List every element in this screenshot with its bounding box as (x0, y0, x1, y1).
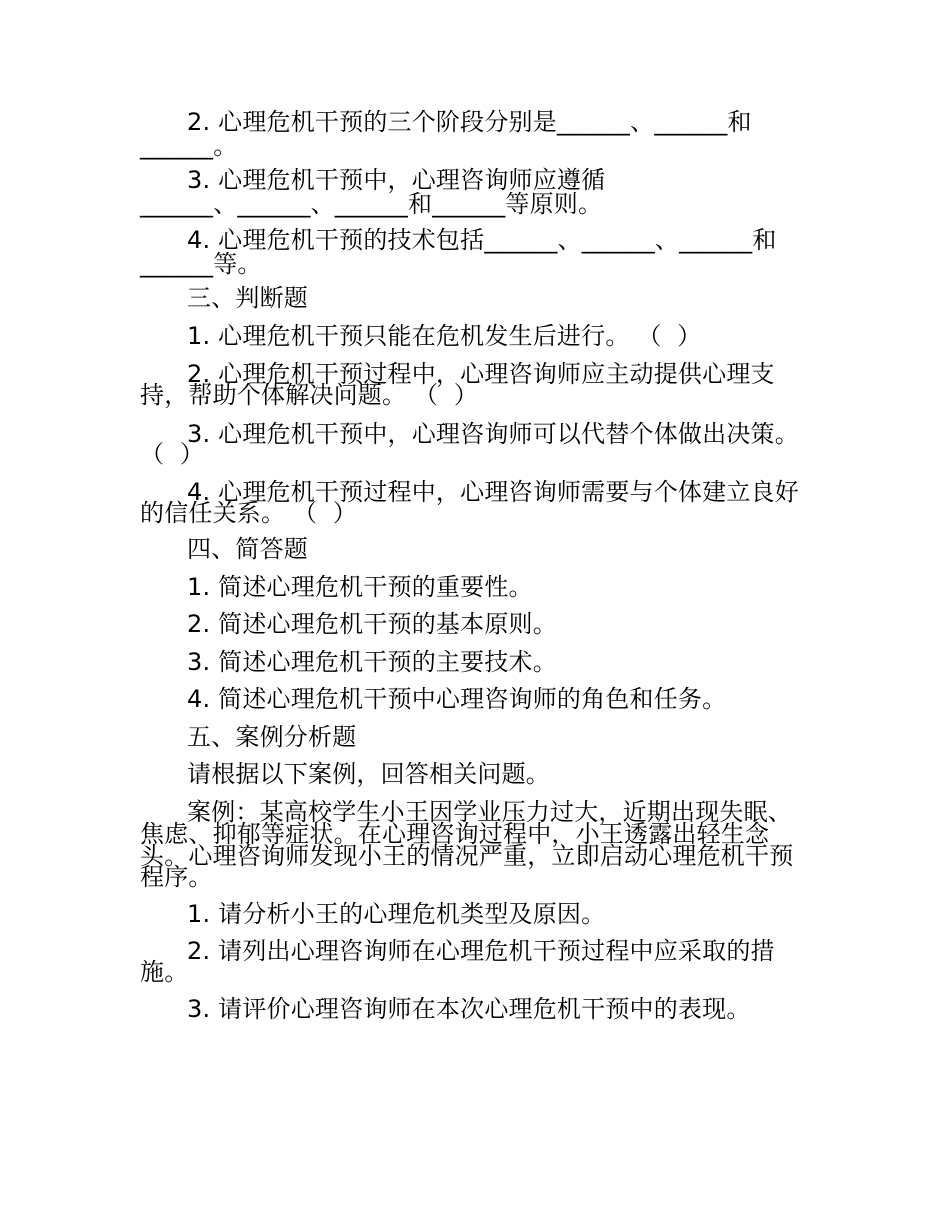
short-answer-question-1: 1. 简述心理危机干预的重要性。 (187, 573, 533, 601)
case-instruction: 请根据以下案例，回答相关问题。 (187, 760, 550, 788)
case-text-line-3: 头。心理咨询师发现小王的情况严重，立即启动心理危机干预 (140, 842, 794, 870)
true-false-question-2-cont: 持，帮助个体解决问题。 （ ） (140, 381, 479, 409)
case-question-1: 1. 请分析小王的心理危机类型及原因。 (187, 900, 606, 928)
case-text-line-4: 程序。 (140, 863, 213, 891)
fill-blank-question-4-cont: ______等。 (140, 250, 262, 278)
true-false-question-4: 4. 心理危机干预过程中，心理咨询师需要与个体建立良好 (187, 478, 799, 506)
case-question-2: 2. 请列出心理咨询师在心理危机干预过程中应采取的措 (187, 937, 775, 965)
true-false-question-3: 3. 心理危机干预中，心理咨询师可以代替个体做出决策。 (187, 420, 799, 448)
case-question-2-cont: 施。 (140, 958, 189, 986)
fill-blank-question-3: 3. 心理危机干预中，心理咨询师应遵循 (187, 166, 606, 194)
short-answer-question-4: 4. 简述心理危机干预中心理咨询师的角色和任务。 (187, 685, 727, 713)
true-false-question-3-cont: （ ） (140, 440, 205, 468)
case-text-line-2: 焦虑、抑郁等症状。在心理咨询过程中，小王透露出轻生念 (140, 820, 770, 848)
fill-blank-question-4: 4. 心理危机干预的技术包括______、______、______和 (187, 226, 777, 254)
fill-blank-question-2: 2. 心理危机干预的三个阶段分别是______、______和 (187, 108, 752, 136)
fill-blank-question-2-cont: ______。 (140, 132, 238, 160)
true-false-question-2: 2. 心理危机干预过程中，心理咨询师应主动提供心理支 (187, 360, 775, 388)
case-question-3: 3. 请评价心理咨询师在本次心理危机干预中的表现。 (187, 995, 751, 1023)
section-five-title: 五、案例分析题 (187, 723, 357, 751)
section-three-title: 三、判断题 (187, 284, 308, 312)
short-answer-question-3: 3. 简述心理危机干预的主要技术。 (187, 648, 557, 676)
short-answer-question-2: 2. 简述心理危机干预的基本原则。 (187, 610, 557, 638)
case-text-line-1: 案例：某高校学生小王因学业压力过大，近期出现失眠、 (187, 798, 792, 826)
true-false-question-4-cont: 的信任关系。 （ ） (140, 499, 358, 527)
true-false-question-1: 1. 心理危机干预只能在危机发生后进行。 （ ） (187, 322, 702, 350)
fill-blank-question-3-cont: ______、______、______和______等原则。 (140, 190, 603, 218)
section-four-title: 四、简答题 (187, 535, 308, 563)
